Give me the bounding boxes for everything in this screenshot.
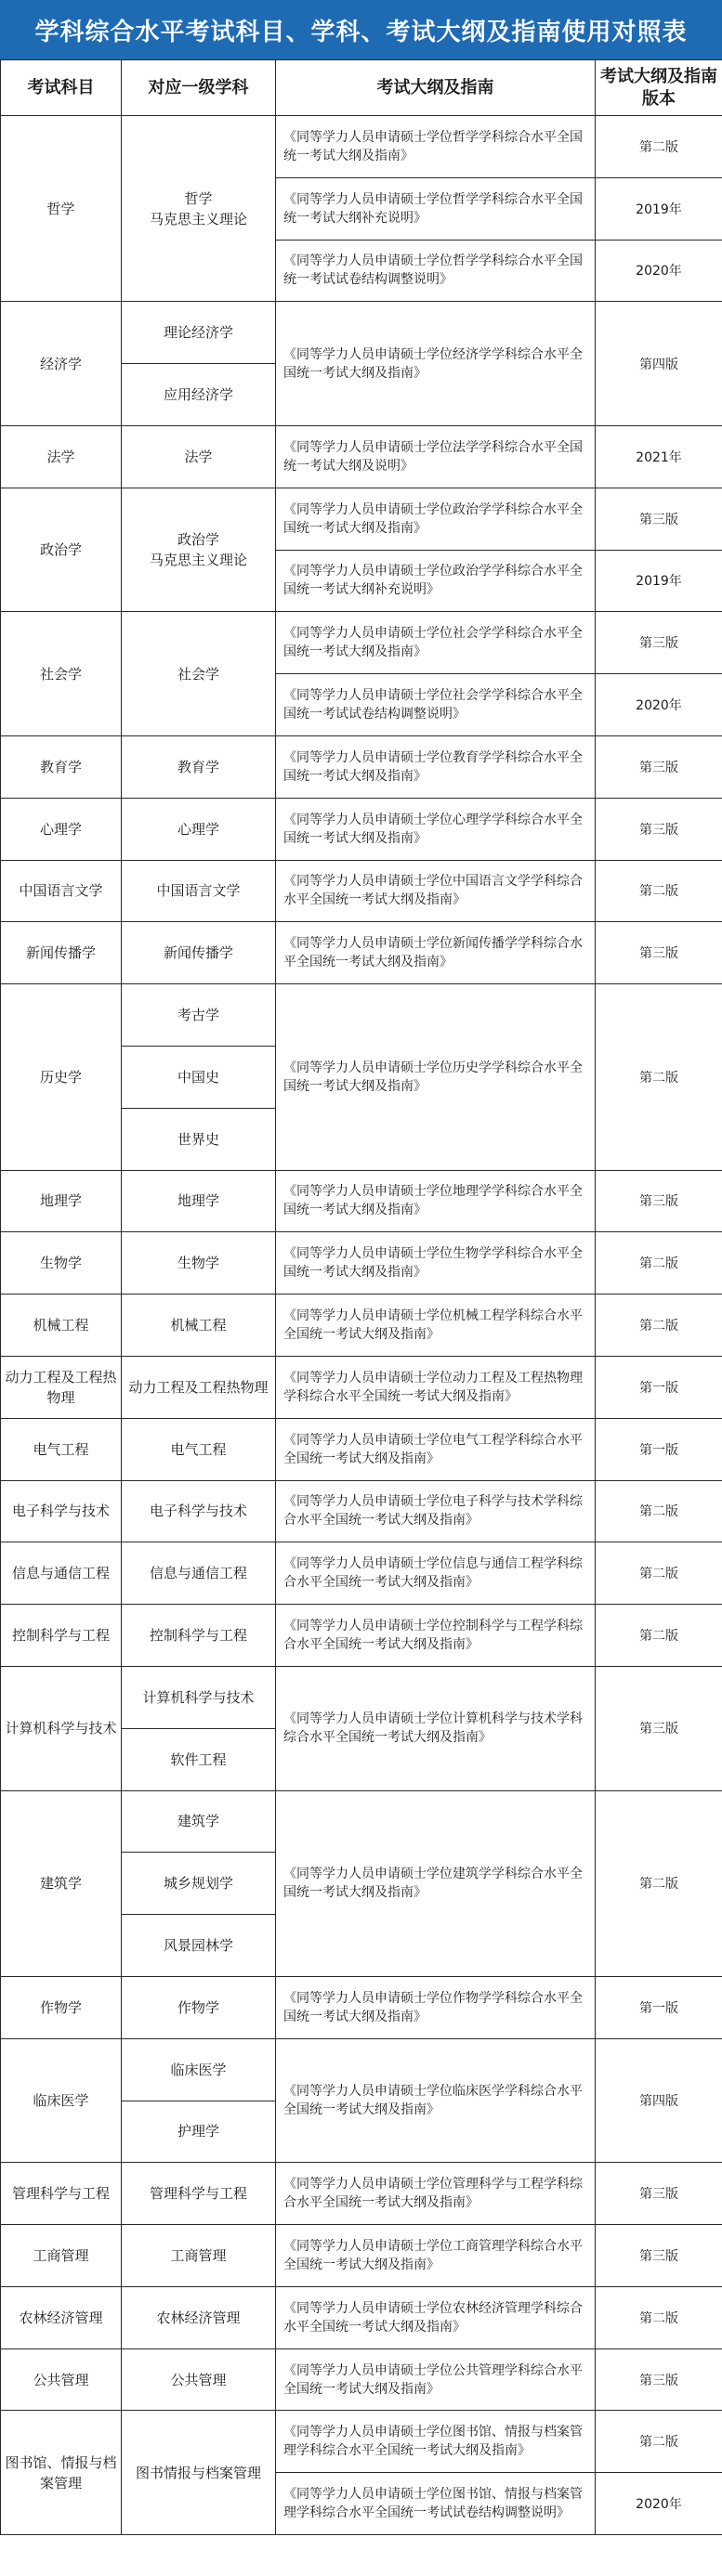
discipline-cell: 电气工程	[122, 1418, 276, 1480]
discipline-cell: 世界史	[122, 1108, 276, 1170]
discipline-cell: 软件工程	[122, 1728, 276, 1790]
subject-cell: 经济学	[1, 302, 122, 426]
version-cell: 2020年	[596, 240, 722, 302]
guide-cell: 《同等学力人员申请硕士学位控制科学与工程学科综合水平全国统一考试大纲及指南》	[276, 1605, 596, 1667]
version-cell: 第一版	[596, 1976, 722, 2038]
header-guide: 考试大纲及指南	[276, 60, 596, 116]
discipline-cell: 城乡规划学	[122, 1853, 276, 1915]
subject-cell: 政治学	[1, 488, 122, 612]
subject-cell: 图书馆、情报与档案管理	[1, 2411, 122, 2535]
version-cell: 第二版	[596, 860, 722, 922]
table-row	[1, 425, 722, 488]
table-row	[1, 116, 722, 178]
version-cell: 第三版	[596, 488, 722, 550]
subject-cell: 建筑学	[1, 1790, 122, 1976]
discipline-cell: 工商管理	[122, 2225, 276, 2287]
discipline-cell: 信息与通信工程	[122, 1542, 276, 1605]
version-cell: 2020年	[596, 674, 722, 736]
guide-cell: 《同等学力人员申请硕士学位信息与通信工程学科综合水平全国统一考试大纲及指南》	[276, 1542, 596, 1605]
version-cell: 第三版	[596, 735, 722, 798]
subject-cell: 心理学	[1, 798, 122, 860]
subject-cell: 生物学	[1, 1232, 122, 1295]
table-body	[1, 116, 722, 2535]
guide-cell: 《同等学力人员申请硕士学位心理学学科综合水平全国统一考试大纲及指南》	[276, 798, 596, 860]
version-cell: 2021年	[596, 425, 722, 488]
discipline-cell: 应用经济学	[122, 364, 276, 426]
guide-cell: 《同等学力人员申请硕士学位新闻传播学学科综合水平全国统一考试大纲及指南》	[276, 922, 596, 984]
table-row	[1, 1790, 722, 1853]
subject-cell: 临床医学	[1, 2038, 122, 2163]
discipline-cell: 农林经济管理	[122, 2286, 276, 2348]
guide-cell: 《同等学力人员申请硕士学位机械工程学科综合水平全国统一考试大纲及指南》	[276, 1295, 596, 1357]
guide-cell: 《同等学力人员申请硕士学位哲学学科综合水平全国统一考试试卷结构调整说明》	[276, 240, 596, 302]
guide-cell: 《同等学力人员申请硕士学位中国语言文学学科综合水平全国统一考试大纲及指南》	[276, 860, 596, 922]
table-row	[1, 984, 722, 1047]
discipline-cell: 理论经济学	[122, 302, 276, 364]
guide-cell: 《同等学力人员申请硕士学位地理学学科综合水平全国统一考试大纲及指南》	[276, 1170, 596, 1232]
discipline-cell: 哲学 马克思主义理论	[122, 116, 276, 302]
version-cell: 第二版	[596, 1605, 722, 1667]
version-cell: 第二版	[596, 984, 722, 1170]
guide-cell: 《同等学力人员申请硕士学位生物学学科综合水平全国统一考试大纲及指南》	[276, 1232, 596, 1295]
guide-cell: 《同等学力人员申请硕士学位计算机科学与技术学科综合水平全国统一考试大纲及指南》	[276, 1666, 596, 1790]
guide-cell: 《同等学力人员申请硕士学位教育学学科综合水平全国统一考试大纲及指南》	[276, 735, 596, 798]
discipline-cell: 法学	[122, 425, 276, 488]
version-cell: 第二版	[596, 1790, 722, 1976]
version-cell: 第一版	[596, 1418, 722, 1480]
version-cell: 第四版	[596, 2038, 722, 2163]
discipline-cell: 控制科学与工程	[122, 1605, 276, 1667]
table-row	[1, 1418, 722, 1480]
header-subject: 考试科目	[1, 60, 122, 116]
subject-cell: 农林经济管理	[1, 2286, 122, 2348]
discipline-cell: 管理科学与工程	[122, 2163, 276, 2225]
table-row	[1, 1170, 722, 1232]
page-title: 学科综合水平考试科目、学科、考试大纲及指南使用对照表	[0, 0, 722, 59]
guide-cell: 《同等学力人员申请硕士学位建筑学学科综合水平全国统一考试大纲及指南》	[276, 1790, 596, 1976]
subject-cell: 社会学	[1, 612, 122, 736]
table-row	[1, 860, 722, 922]
discipline-cell: 新闻传播学	[122, 922, 276, 984]
subject-cell: 教育学	[1, 735, 122, 798]
discipline-cell: 风景园林学	[122, 1915, 276, 1977]
guide-cell: 《同等学力人员申请硕士学位农林经济管理学科综合水平全国统一考试大纲及指南》	[276, 2286, 596, 2348]
table-row	[1, 922, 722, 984]
table-row	[1, 1480, 722, 1542]
subject-cell: 新闻传播学	[1, 922, 122, 984]
version-cell: 第二版	[596, 2411, 722, 2473]
table-row	[1, 2286, 722, 2348]
guide-cell: 《同等学力人员申请硕士学位经济学学科综合水平全国统一考试大纲及指南》	[276, 302, 596, 426]
subject-cell: 管理科学与工程	[1, 2163, 122, 2225]
discipline-cell: 公共管理	[122, 2348, 276, 2411]
version-cell: 第一版	[596, 1356, 722, 1418]
discipline-cell: 作物学	[122, 1976, 276, 2038]
subject-cell: 哲学	[1, 116, 122, 302]
guide-cell: 《同等学力人员申请硕士学位政治学学科综合水平全国统一考试大纲及指南》	[276, 488, 596, 550]
guide-cell: 《同等学力人员申请硕士学位哲学学科综合水平全国统一考试大纲补充说明》	[276, 177, 596, 240]
version-cell: 第二版	[596, 1542, 722, 1605]
guide-cell: 《同等学力人员申请硕士学位历史学学科综合水平全国统一考试大纲及指南》	[276, 984, 596, 1170]
subject-cell: 计算机科学与技术	[1, 1666, 122, 1790]
table-row	[1, 612, 722, 674]
subject-cell: 法学	[1, 425, 122, 488]
version-cell: 第三版	[596, 1170, 722, 1232]
version-cell: 第三版	[596, 2163, 722, 2225]
discipline-cell: 考古学	[122, 984, 276, 1047]
guide-cell: 《同等学力人员申请硕士学位社会学学科综合水平全国统一考试试卷结构调整说明》	[276, 674, 596, 736]
discipline-cell: 护理学	[122, 2101, 276, 2163]
guide-cell: 《同等学力人员申请硕士学位管理科学与工程学科综合水平全国统一考试大纲及指南》	[276, 2163, 596, 2225]
table-row	[1, 2348, 722, 2411]
version-cell: 第二版	[596, 1295, 722, 1357]
header-version: 考试大纲及指南版本	[596, 60, 722, 116]
subject-cell: 地理学	[1, 1170, 122, 1232]
table-row	[1, 302, 722, 364]
table-row	[1, 1542, 722, 1605]
version-cell: 第三版	[596, 2348, 722, 2411]
guide-cell: 《同等学力人员申请硕士学位电子科学与技术学科综合水平全国统一考试大纲及指南》	[276, 1480, 596, 1542]
subject-cell: 动力工程及工程热物理	[1, 1356, 122, 1418]
guide-cell: 《同等学力人员申请硕士学位临床医学学科综合水平全国统一考试大纲及指南》	[276, 2038, 596, 2163]
discipline-cell: 临床医学	[122, 2038, 276, 2101]
version-cell: 第三版	[596, 612, 722, 674]
table-row	[1, 488, 722, 550]
table-row	[1, 2038, 722, 2101]
version-cell: 2019年	[596, 177, 722, 240]
discipline-cell: 心理学	[122, 798, 276, 860]
guide-cell: 《同等学力人员申请硕士学位作物学学科综合水平全国统一考试大纲及指南》	[276, 1976, 596, 2038]
subject-cell: 控制科学与工程	[1, 1605, 122, 1667]
table-row	[1, 2411, 722, 2473]
guide-cell: 《同等学力人员申请硕士学位政治学学科综合水平全国统一考试大纲补充说明》	[276, 550, 596, 612]
table-row	[1, 1976, 722, 2038]
version-cell: 第三版	[596, 798, 722, 860]
guide-cell: 《同等学力人员申请硕士学位电气工程学科综合水平全国统一考试大纲及指南》	[276, 1418, 596, 1480]
discipline-cell: 动力工程及工程热物理	[122, 1356, 276, 1418]
discipline-cell: 地理学	[122, 1170, 276, 1232]
guide-cell: 《同等学力人员申请硕士学位工商管理学科综合水平全国统一考试大纲及指南》	[276, 2225, 596, 2287]
table-row	[1, 1295, 722, 1357]
table-row	[1, 2225, 722, 2287]
discipline-cell: 政治学 马克思主义理论	[122, 488, 276, 612]
discipline-cell: 中国语言文学	[122, 860, 276, 922]
subject-cell: 中国语言文学	[1, 860, 122, 922]
discipline-cell: 计算机科学与技术	[122, 1666, 276, 1728]
guide-cell: 《同等学力人员申请硕士学位哲学学科综合水平全国统一考试大纲及指南》	[276, 116, 596, 178]
version-cell: 2020年	[596, 2473, 722, 2535]
version-cell: 第三版	[596, 922, 722, 984]
header-discipline: 对应一级学科	[122, 60, 276, 116]
table-row	[1, 1666, 722, 1728]
discipline-cell: 中国史	[122, 1046, 276, 1108]
subject-cell: 机械工程	[1, 1295, 122, 1357]
discipline-cell: 社会学	[122, 612, 276, 736]
guide-cell: 《同等学力人员申请硕士学位图书馆、情报与档案管理学科综合水平全国统一考试试卷结构调整说明》	[276, 2473, 596, 2535]
guide-cell: 《同等学力人员申请硕士学位社会学学科综合水平全国统一考试大纲及指南》	[276, 612, 596, 674]
subject-cell: 信息与通信工程	[1, 1542, 122, 1605]
table-row	[1, 1232, 722, 1295]
table-row	[1, 1356, 722, 1418]
version-cell: 第三版	[596, 1666, 722, 1790]
discipline-cell: 生物学	[122, 1232, 276, 1295]
version-cell: 第二版	[596, 1480, 722, 1542]
guide-cell: 《同等学力人员申请硕士学位公共管理学科综合水平全国统一考试大纲及指南》	[276, 2348, 596, 2411]
guide-cell: 《同等学力人员申请硕士学位动力工程及工程热物理学科综合水平全国统一考试大纲及指南》	[276, 1356, 596, 1418]
discipline-cell: 建筑学	[122, 1790, 276, 1853]
version-cell: 第二版	[596, 116, 722, 178]
discipline-cell: 教育学	[122, 735, 276, 798]
table-row	[1, 735, 722, 798]
version-cell: 第二版	[596, 1232, 722, 1295]
discipline-cell: 机械工程	[122, 1295, 276, 1357]
table-row	[1, 2163, 722, 2225]
subject-cell: 作物学	[1, 1976, 122, 2038]
subject-cell: 电气工程	[1, 1418, 122, 1480]
subject-cell: 公共管理	[1, 2348, 122, 2411]
header-row	[1, 60, 722, 116]
version-cell: 2019年	[596, 550, 722, 612]
version-cell: 第四版	[596, 302, 722, 426]
subject-cell: 历史学	[1, 984, 122, 1170]
subject-cell: 工商管理	[1, 2225, 122, 2287]
guide-cell: 《同等学力人员申请硕士学位图书馆、情报与档案管理学科综合水平全国统一考试大纲及指南》	[276, 2411, 596, 2473]
subject-cell: 电子科学与技术	[1, 1480, 122, 1542]
table-row	[1, 798, 722, 860]
discipline-cell: 图书情报与档案管理	[122, 2411, 276, 2535]
version-cell: 第二版	[596, 2286, 722, 2348]
discipline-cell: 电子科学与技术	[122, 1480, 276, 1542]
table-row	[1, 1605, 722, 1667]
guide-cell: 《同等学力人员申请硕士学位法学学科综合水平全国统一考试大纲及说明》	[276, 425, 596, 488]
version-cell: 第三版	[596, 2225, 722, 2287]
comparison-table	[0, 59, 722, 2535]
